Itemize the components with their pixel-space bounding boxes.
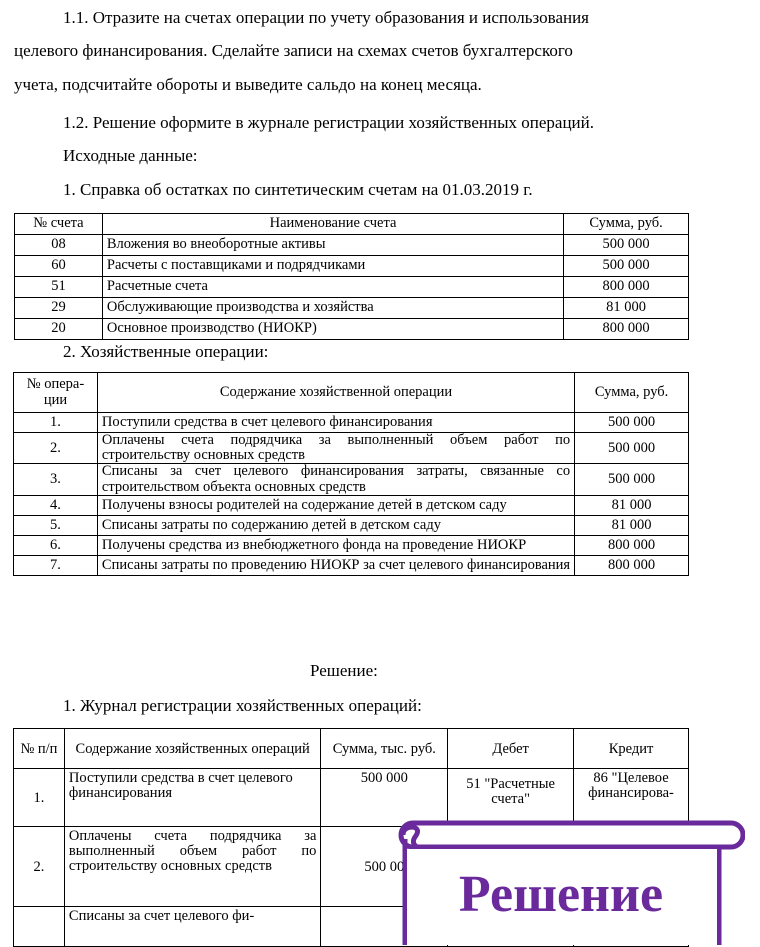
operation-sum: 500 000 <box>575 433 689 464</box>
account-sum: 800 000 <box>564 277 689 298</box>
table-row <box>14 535 689 555</box>
column-header: Дебет <box>448 729 574 769</box>
account-number: 08 <box>15 235 103 256</box>
operations-table <box>13 372 689 576</box>
account-number: 20 <box>15 319 103 340</box>
account-name: Расчеты с поставщиками и подрядчиками <box>102 256 563 277</box>
operation-number: 4. <box>14 495 98 515</box>
table-header-row <box>15 214 689 235</box>
operation-sum: 800 000 <box>575 535 689 555</box>
account-name: Основное производство (НИОКР) <box>102 319 563 340</box>
operations-heading: 2. Хозяйственные операции: <box>63 342 269 361</box>
table-row <box>15 319 689 340</box>
source-data-heading: Исходные данные: <box>63 146 198 165</box>
table-row <box>14 433 689 464</box>
table-header-row <box>14 373 689 413</box>
account-name: Вложения во внеоборотные активы <box>102 235 563 256</box>
operation-text: Получены средства из внебюджетного фонда на проведение НИОКР <box>97 535 574 555</box>
task-line-3: учета, подсчитайте обороты и выведите сальдо на конец месяца. <box>14 75 482 94</box>
journal-credit: 86 "Целевое финансирова- <box>574 769 689 827</box>
scroll-top-roll <box>401 823 743 847</box>
operation-sum: 500 000 <box>575 413 689 433</box>
operation-number: 2. <box>14 433 98 464</box>
account-sum: 800 000 <box>564 319 689 340</box>
table-row <box>14 555 689 575</box>
table-row <box>15 298 689 319</box>
table-row <box>14 495 689 515</box>
journal-number: 1. <box>14 769 65 827</box>
operation-number: 6. <box>14 535 98 555</box>
journal-number <box>14 907 65 947</box>
column-header: № п/п <box>14 729 65 769</box>
operation-sum: 500 000 <box>575 464 689 495</box>
balances-heading: 1. Справка об остатках по синтетическим счетам на 01.03.2019 г. <box>63 180 533 199</box>
table-row <box>15 256 689 277</box>
operation-number: 3. <box>14 464 98 495</box>
column-header: Содержание хозяйственной операции <box>97 373 574 413</box>
journal-text: Списаны за счет целевого фи- <box>64 907 321 947</box>
operation-text: Списаны затраты по содержанию детей в детском саду <box>97 515 574 535</box>
banner-label: Решение <box>458 866 664 923</box>
journal-number: 2. <box>14 827 65 907</box>
journal-text: Поступили средства в счет целевого финансирования <box>64 769 321 827</box>
operation-number: 1. <box>14 413 98 433</box>
operation-number: 5. <box>14 515 98 535</box>
operation-sum: 81 000 <box>575 515 689 535</box>
balances-table <box>14 213 689 340</box>
task-line-2: целевого финансирования. Сделайте записи на схемах счетов бухгалтерского <box>14 41 573 60</box>
table-header-row <box>14 729 689 769</box>
table-row <box>15 277 689 298</box>
account-number: 60 <box>15 256 103 277</box>
account-number: 51 <box>15 277 103 298</box>
solution-heading: Решение: <box>310 661 378 680</box>
table-row <box>14 515 689 535</box>
operation-text: Поступили средства в счет целевого финансирования <box>97 413 574 433</box>
column-header: Сумма, руб. <box>575 373 689 413</box>
account-name: Обслуживающие производства и хозяйства <box>102 298 563 319</box>
table-row <box>15 235 689 256</box>
operation-sum: 800 000 <box>575 555 689 575</box>
account-number: 29 <box>15 298 103 319</box>
journal-debit: 51 "Расчетные счета" <box>448 769 574 827</box>
solution-scroll-banner <box>393 815 745 945</box>
operation-text: Списаны затраты по проведению НИОКР за счет целевого финансирования <box>97 555 574 575</box>
column-header: № счета <box>15 214 103 235</box>
task-line-1: 1.1. Отразите на счетах операции по учету образования и использования <box>63 8 590 27</box>
operation-sum: 81 000 <box>575 495 689 515</box>
account-sum: 500 000 <box>564 256 689 277</box>
account-sum: 81 000 <box>564 298 689 319</box>
account-name: Расчетные счета <box>102 277 563 298</box>
table-row <box>14 464 689 495</box>
column-header: Сумма, руб. <box>564 214 689 235</box>
journal-sum: 500 000 <box>321 769 448 827</box>
column-header: Кредит <box>574 729 689 769</box>
operation-text: Оплачены счета подрядчика за выполненный объем работ по строительству основных средств <box>97 433 574 464</box>
column-header: Сумма, тыс. руб. <box>321 729 448 769</box>
journal-sum: 500 00 <box>321 827 448 907</box>
journal-text: Оплачены счета подрядчика за выполненный объем работ по строительству основных средств <box>64 827 321 907</box>
operation-text: Списаны за счет целевого финансирования затраты, связанные со строительством объекта основных средств <box>97 464 574 495</box>
column-header: Содержание хозяйственных операций <box>64 729 321 769</box>
table-row <box>14 413 689 433</box>
operation-text: Получены взносы родителей на содержание детей в детском саду <box>97 495 574 515</box>
column-header: Наименование счета <box>102 214 563 235</box>
account-sum: 500 000 <box>564 235 689 256</box>
operation-number: 7. <box>14 555 98 575</box>
task-line-4: 1.2. Решение оформите в журнале регистрации хозяйственных операций. <box>63 113 595 132</box>
journal-heading: 1. Журнал регистрации хозяйственных операций: <box>63 696 422 715</box>
column-header: № опера-ции <box>14 373 98 413</box>
